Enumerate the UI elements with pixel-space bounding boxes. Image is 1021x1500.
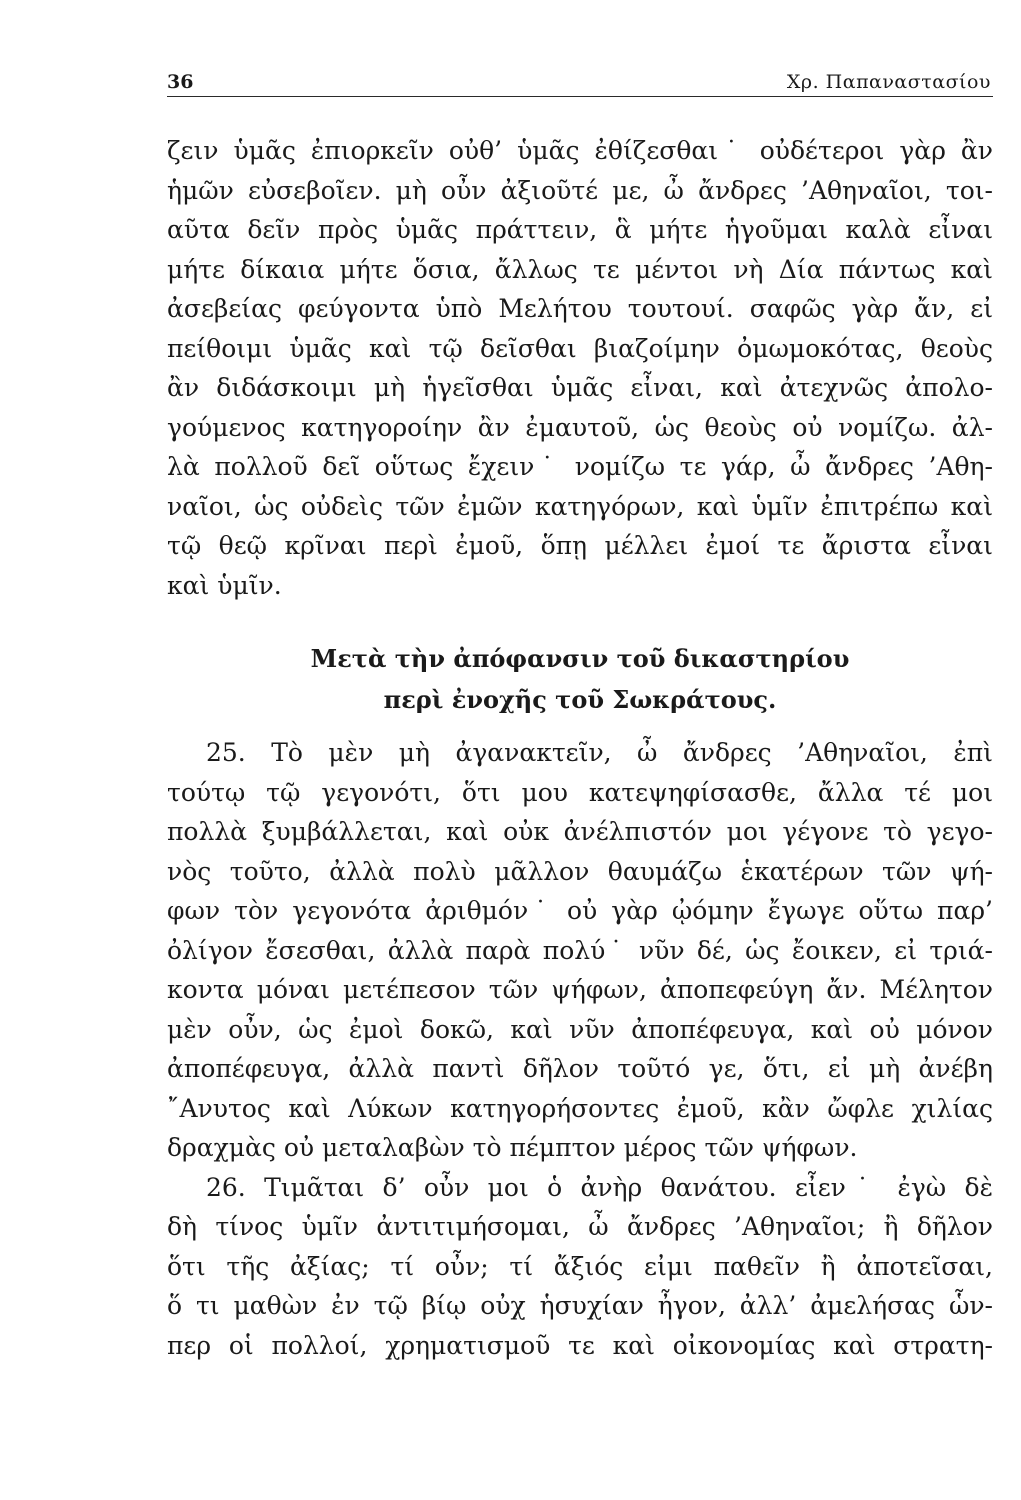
text-line: αῦτα δεῖν πρὸς ὑμᾶς πράττειν, ἃ μήτε ἡγοῦμαι καλὰ εἶναι bbox=[167, 215, 993, 244]
text-line: ἀσεβείας φεύγοντα ὑπὸ Μελήτου τουτουί. σαφῶς γὰρ ἄν, εἰ bbox=[167, 294, 993, 323]
text-line: καὶ ὑμῖν. bbox=[167, 570, 282, 600]
text-line: ναῖοι, ὡς οὐδεὶς τῶν ἐμῶν κατηγόρων, καὶ ὑμῖν ἐπιτρέπω καὶ bbox=[167, 491, 993, 521]
text-line: δὴ τίνος ὑμῖν ἀντιτιμήσομαι, ὦ ἄνδρες ’Αθηναῖοι; ἢ δῆλον bbox=[167, 1212, 993, 1241]
paragraph-24-end bbox=[167, 131, 993, 605]
text-line: 25. Τὸ μὲν μὴ ἀγανακτεῖν, ὦ ἄνδρες ’Αθηναῖοι, ἐπὶ bbox=[206, 738, 993, 767]
text-line: πολλὰ ξυμβάλλεται, καὶ οὐκ ἀνέλπιστόν μοι γέγονε τὸ γεγο- bbox=[167, 817, 993, 846]
text-line: ὅ τι μαθὼν ἐν τῷ βίῳ οὐχ ἡσυχίαν ἦγον, ἀλλ’ ἀμελήσας ὧν- bbox=[167, 1291, 993, 1320]
text-line: φων τὸν γεγονότα ἀριθμόν˙ οὐ γὰρ ᾠόμην ἔγωγε οὕτω παρ’ bbox=[167, 896, 993, 925]
text-line: γούμενος κατηγοροίην ἂν ἐμαυτοῦ, ὡς θεοὺς οὐ νομίζω. ἀλ- bbox=[167, 412, 993, 442]
text-line: μὲν οὖν, ὡς ἐμοὶ δοκῶ, καὶ νῦν ἀποπέφευγα, καὶ οὐ μόνον bbox=[167, 1014, 993, 1044]
text-line: περ οἱ πολλοί, χρηματισμοῦ τε καὶ οἰκονομίας καὶ στρατη- bbox=[167, 1330, 993, 1360]
running-head bbox=[167, 70, 991, 98]
text-line: ὀλίγον ἔσεσθαι, ἀλλὰ παρὰ πολύ˙ νῦν δέ, ὡς ἔοικεν, εἰ τριά- bbox=[167, 935, 993, 965]
text-line: ἀποπέφευγα, ἀλλὰ παντὶ δῆλον τοῦτό γε, ὅτι, εἰ μὴ ἀνέβη bbox=[167, 1054, 993, 1083]
text-line: 26. Τιμᾶται δ’ οὖν μοι ὁ ἀνὴρ θανάτου. εἶεν˙ ἐγὼ δὲ bbox=[206, 1172, 993, 1202]
section-heading-line-1: Μετὰ τὴν ἀπόφανσιν τοῦ δικαστηρίου bbox=[310, 644, 850, 673]
text-line: ὅτι τῆς ἀξίας; τί οὖν; τί ἄξιός εἰμι παθεῖν ἢ ἀποτεῖσαι, bbox=[167, 1251, 993, 1281]
section-heading-line-2: περὶ ἐνοχῆς τοῦ Σωκράτους. bbox=[383, 685, 777, 714]
text-line: τούτῳ τῷ γεγονότι, ὅτι μου κατεψηφίσασθε, ἄλλα τέ μοι bbox=[167, 777, 993, 807]
text-line: νὸς τοῦτο, ἀλλὰ πολὺ μᾶλλον θαυμάζω ἑκατέρων τῶν ψή- bbox=[167, 856, 993, 886]
text-line: κοντα μόναι μετέπεσον τῶν ψήφων, ἀποπεφεύγη ἄν. Μέλητον bbox=[167, 975, 993, 1004]
text-line: τῷ θεῷ κρῖναι περὶ ἐμοῦ, ὅπῃ μέλλει ἐμοί τε ἄριστα εἶναι bbox=[167, 531, 993, 560]
text-line: μήτε δίκαια μήτε ὅσια, ἄλλως τε μέντοι νὴ Δία πάντως καὶ bbox=[167, 254, 993, 284]
running-title: Χρ. Παπαναστασίου bbox=[786, 71, 991, 93]
text-line: πείθοιμι ὑμᾶς καὶ τῷ δεῖσθαι βιαζοίμην ὀμωμοκότας, θεοὺς bbox=[167, 333, 993, 363]
text-line: δραχμὰς οὐ μεταλαβὼν τὸ πέμπτον μέρος τῶν ψήφων. bbox=[167, 1133, 858, 1162]
text-line: ἡμῶν εὐσεβοῖεν. μὴ οὖν ἀξιοῦτέ με, ὦ ἄνδρες ’Αθηναῖοι, τοι- bbox=[167, 175, 993, 205]
text-line: ῎Ανυτος καὶ Λύκων κατηγορήσοντες ἐμοῦ, κἂν ὤφλε χιλίας bbox=[167, 1093, 993, 1123]
text-line: λὰ πολλοῦ δεῖ οὕτως ἔχειν˙ νομίζω τε γάρ, ὦ ἄνδρες ’Αθη- bbox=[167, 452, 993, 481]
text-line: ἂν διδάσκοιμι μὴ ἡγεῖσθαι ὑμᾶς εἶναι, καὶ ἀτεχνῶς ἀπολο- bbox=[167, 373, 993, 402]
paragraphs-25-26 bbox=[167, 733, 993, 1365]
text-line: ζειν ὑμᾶς ἐπιορκεῖν οὐθ’ ὑμᾶς ἐθίζεσθαι˙ οὐδέτεροι γὰρ ἂν bbox=[167, 136, 993, 165]
header-rule bbox=[167, 96, 993, 97]
page-number: 36 bbox=[167, 71, 194, 93]
